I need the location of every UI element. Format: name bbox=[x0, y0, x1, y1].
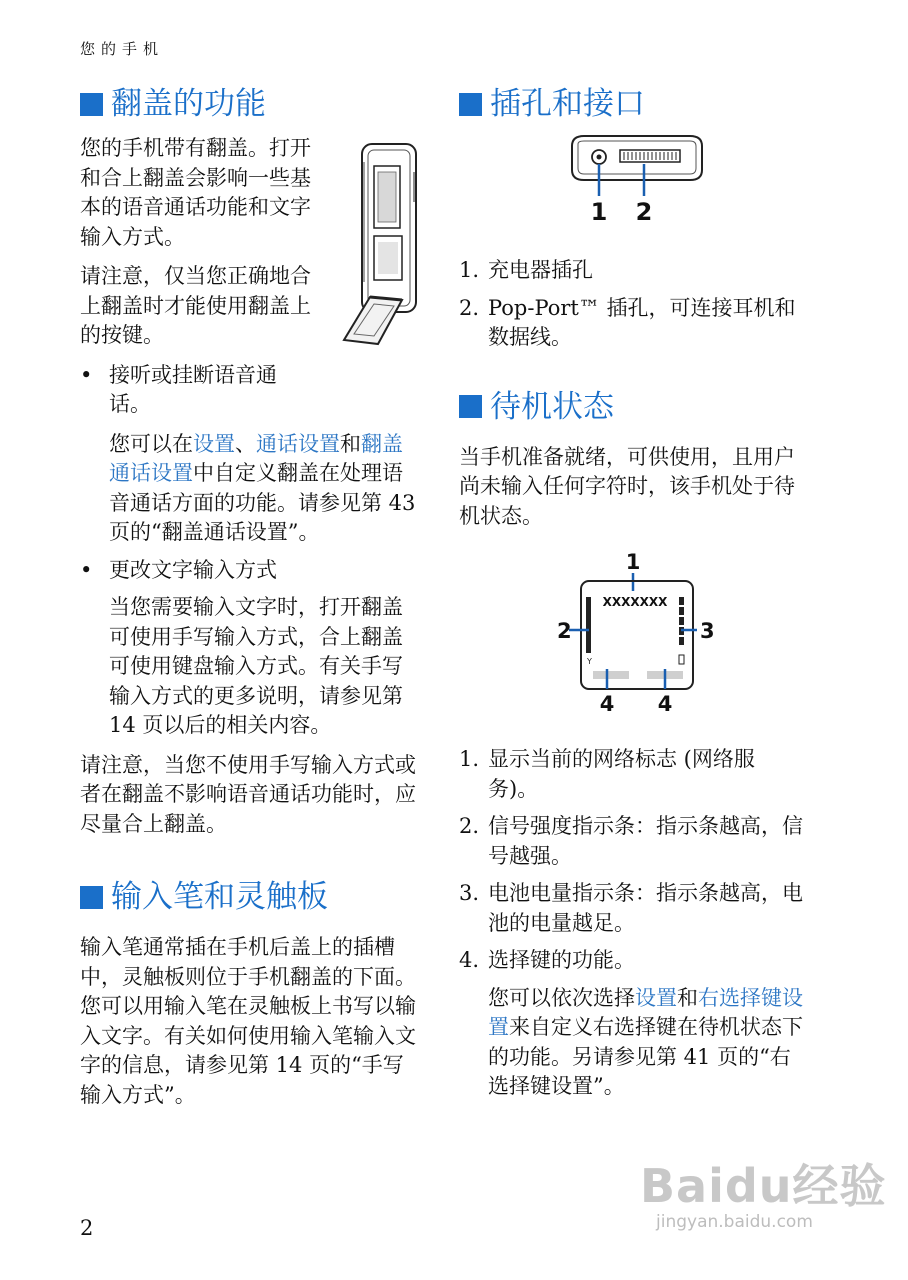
standby-label-4a: 4 bbox=[599, 692, 615, 715]
connector-list bbox=[459, 256, 804, 353]
bullet-description: 您可以在设置、通话设置和翻盖通话设置中自定义翻盖在处理语音通话方面的功能。请参见第 43 页的“翻盖通话设置”。 bbox=[109, 431, 416, 544]
square-bullet-icon bbox=[80, 93, 103, 116]
section-title-flip: 翻盖的功能 bbox=[80, 84, 420, 124]
flip-intro-paragraph: 您的手机带有翻盖。打开和合上翻盖会影响一些基本的语音通话功能和文字输入方式。 bbox=[80, 136, 311, 249]
square-bullet-icon bbox=[80, 886, 103, 909]
flip-phone-illustration bbox=[340, 132, 435, 347]
link-right-selection-key-settings[interactable]: 右选择键设置 bbox=[488, 985, 803, 1039]
bullet-description: 当您需要输入文字时，打开翻盖可使用手写输入方式，合上翻盖可使用键盘输入方式。有关手写输入方式的更多说明，请参见第 14 页以后的相关内容。 bbox=[109, 595, 403, 737]
standby-label-1: 1 bbox=[625, 550, 641, 574]
standby-list bbox=[459, 745, 804, 976]
connector-label-2: 2 bbox=[635, 198, 653, 226]
link-flip-call-settings[interactable]: 翻盖通话设置 bbox=[109, 431, 403, 485]
section-title-standby: 待机状态 bbox=[459, 387, 804, 427]
page-number: 2 bbox=[80, 1216, 94, 1240]
section-title-connectors: 插孔和接口 bbox=[459, 84, 804, 124]
standby-item4-description: 您可以依次选择设置和右选择键设置来自定义右选择键在待机状态下的功能。另请参见第 41 页的“右选择键设置”。 bbox=[488, 985, 803, 1098]
square-bullet-icon bbox=[459, 395, 482, 418]
stylus-paragraph: 输入笔通常插在手机后盖上的插槽中，灵触板则位于手机翻盖的下面。您可以用输入笔在灵触板上书写以输入文字。有关如何使用输入笔输入文字的信息，请参见第 14 页的“手写输入方式”。 bbox=[80, 935, 416, 1107]
square-bullet-icon bbox=[459, 93, 482, 116]
bullet-icon: • bbox=[80, 362, 93, 387]
connector-label-1: 1 bbox=[590, 198, 608, 226]
list-item: 4. 选择键的功能。 bbox=[459, 948, 635, 972]
standby-label-4b: 4 bbox=[657, 692, 673, 715]
list-item: • 更改文字输入方式 bbox=[80, 556, 420, 586]
flip-note-paragraph: 请注意，仅当您正确地合上翻盖时才能使用翻盖上的按键。 bbox=[80, 264, 311, 347]
connector-illustration bbox=[562, 132, 712, 228]
list-item: 1. 充电器插孔 bbox=[459, 258, 593, 282]
right-column bbox=[459, 84, 804, 1102]
bullet-icon: • bbox=[80, 557, 93, 582]
section-title-stylus: 输入笔和灵触板 bbox=[80, 877, 420, 917]
list-item: 3. 电池电量指示条：指示条越高，电池的电量越足。 bbox=[459, 881, 803, 935]
list-item: 2. 信号强度指示条：指示条越高，信号越强。 bbox=[459, 814, 803, 868]
link-call-settings[interactable]: 通话设置 bbox=[256, 431, 340, 456]
flip-section-intro bbox=[80, 134, 420, 351]
list-item: 1. 显示当前的网络标志 (网络服务)。 bbox=[459, 747, 755, 801]
operator-logo-text: XXXXXXX bbox=[602, 595, 668, 609]
watermark-url: jingyan.baidu.com bbox=[656, 1212, 813, 1232]
svg-text:Y: Y bbox=[587, 657, 592, 666]
standby-screen-illustration bbox=[557, 547, 717, 715]
running-header: 您的手机 bbox=[80, 40, 165, 58]
link-settings[interactable]: 设置 bbox=[193, 431, 235, 456]
watermark-logo: Baidu经验 bbox=[640, 1159, 887, 1213]
left-column bbox=[80, 84, 420, 1110]
list-item: 2. Pop-Port™ 插孔，可连接耳机和数据线。 bbox=[459, 295, 796, 349]
standby-paragraph: 当手机准备就绪，可供使用，且用户尚未输入任何字符时，该手机处于待机状态。 bbox=[459, 444, 795, 528]
flip-closing-paragraph: 请注意，当您不使用手写输入方式或者在翻盖不影响语音通话功能时，应尽量合上翻盖。 bbox=[80, 752, 416, 836]
standby-label-3: 3 bbox=[700, 619, 715, 643]
baidu-watermark bbox=[640, 1150, 887, 1232]
standby-label-2: 2 bbox=[557, 619, 572, 643]
list-item: • 接听或挂断语音通话。 bbox=[80, 361, 420, 420]
link-settings[interactable]: 设置 bbox=[635, 985, 677, 1010]
